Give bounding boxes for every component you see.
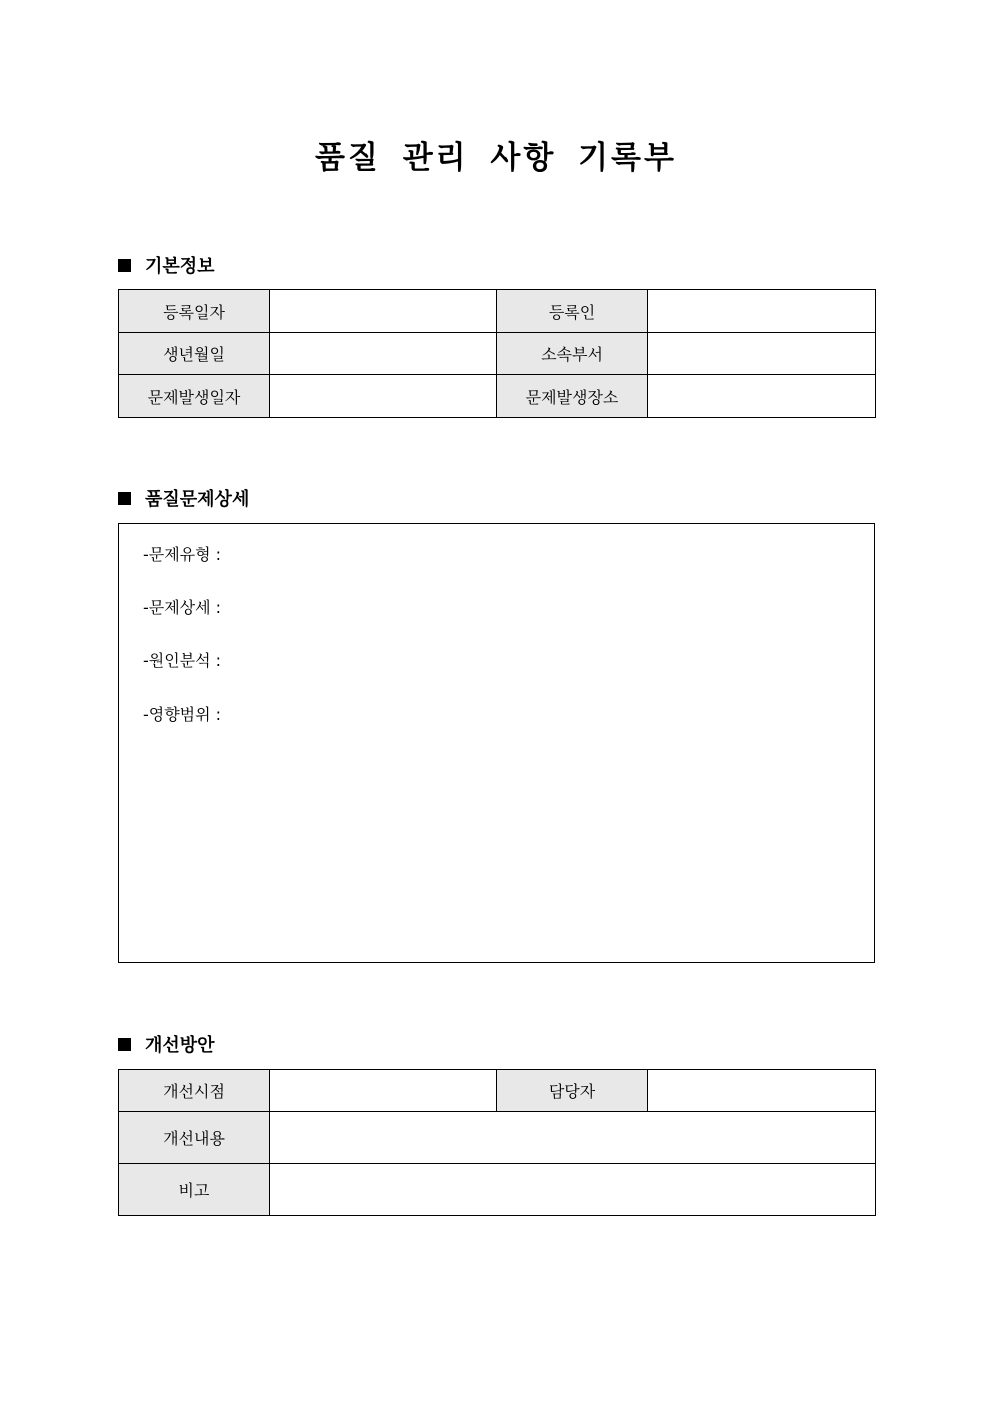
detail-line-impact-scope: -영향범위 :	[143, 705, 222, 724]
field-value-issue-location[interactable]	[648, 375, 876, 418]
field-value-registrant[interactable]	[648, 290, 876, 333]
basic-info-table	[118, 289, 876, 418]
field-label: 등록인	[497, 290, 648, 333]
field-value-registration-date[interactable]	[270, 290, 497, 333]
table-row	[119, 1070, 876, 1112]
field-value-improvement-content[interactable]	[270, 1112, 876, 1164]
quality-detail-box[interactable]	[118, 523, 875, 963]
field-value-department[interactable]	[648, 333, 876, 375]
detail-line-problem-type: -문제유형 :	[143, 545, 222, 564]
field-label: 생년월일	[119, 333, 270, 375]
field-label: 등록일자	[119, 290, 270, 333]
field-value-remarks[interactable]	[270, 1164, 876, 1216]
field-value-issue-date[interactable]	[270, 375, 497, 418]
field-value-birth-date[interactable]	[270, 333, 497, 375]
table-row	[119, 1112, 876, 1164]
section-heading-basic-info	[118, 253, 215, 277]
field-label: 문제발생일자	[119, 375, 270, 418]
square-bullet-icon	[118, 259, 131, 272]
section-heading-label: 기본정보	[145, 256, 215, 277]
field-label: 문제발생장소	[497, 375, 648, 418]
field-label: 소속부서	[497, 333, 648, 375]
square-bullet-icon	[118, 1038, 131, 1051]
section-heading-label: 품질문제상세	[145, 489, 250, 510]
table-row	[119, 375, 876, 418]
detail-line-problem-detail: -문제상세 :	[143, 598, 222, 617]
detail-line-cause-analysis: -원인분석 :	[143, 651, 222, 670]
section-heading-quality-detail	[118, 486, 249, 510]
field-label: 개선내용	[119, 1112, 270, 1164]
square-bullet-icon	[118, 492, 131, 505]
field-label: 담당자	[497, 1070, 648, 1112]
table-row	[119, 290, 876, 333]
section-heading-label: 개선방안	[145, 1035, 215, 1056]
table-row	[119, 333, 876, 375]
field-value-improvement-date[interactable]	[270, 1070, 497, 1112]
section-heading-improvement	[118, 1032, 215, 1056]
field-label: 개선시점	[119, 1070, 270, 1112]
document-title: 품질 관리 사항 기록부	[315, 140, 677, 176]
improvement-table	[118, 1069, 876, 1216]
table-row	[119, 1164, 876, 1216]
field-value-person-in-charge[interactable]	[648, 1070, 876, 1112]
field-label: 비고	[119, 1164, 270, 1216]
